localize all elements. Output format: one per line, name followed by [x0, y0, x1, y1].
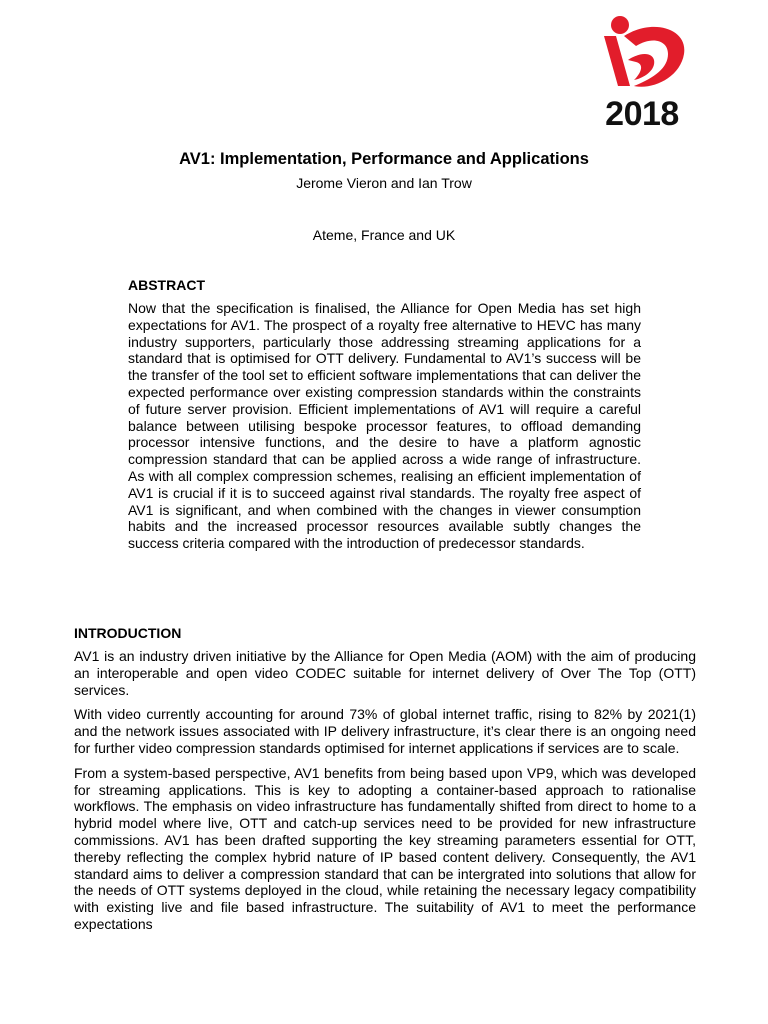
logo-year: 2018 [605, 95, 679, 133]
abstract-text: Now that the specification is finalised, the Alliance for Open Media has set high expectations for AV1. The prospect of a royalty free alternative to HEVC has many industry supporters, particularly those addressing streaming applications for a standard that is optimised for OTT delivery. Fundamental to AV1’s success will be the transfer of the tool set to efficient software implementations that can deliver the expected performance over existing compression standards within the constraints of future server provision. Efficient implementations of AV1 will require a careful balance between utilising bespoke processor features, to offload demanding processor intensive functions, and the desire to have a platform agnostic compression standard that can be applied across a wide range of infrastructure. As with all complex compression schemes, realising an efficient implementation of AV1 is crucial if it is to succeed against rival standards. The royalty free aspect of AV1 is significant, and when combined with the changes in viewer consumption habits and the increased processor resources available subtly changes the success criteria compared with the introduction of predecessor standards. [128, 300, 641, 552]
introduction-paragraph: With video currently accounting for around 73% of global internet traffic, rising to 82% by 2021(1) and the network issues associated with IP delivery infrastructure, it’s clear there is an ongoing need for further video compression standards optimised for internet applications if services are to scale. [74, 706, 696, 756]
introduction-heading: INTRODUCTION [74, 625, 182, 641]
introduction-section [74, 624, 696, 941]
introduction-paragraph: From a system-based perspective, AV1 benefits from being based upon VP9, which was developed for streaming applications. This is key to adopting a container-based approach to rationalise workflows. The emphasis on video infrastructure has fundamentally shifted from direct to home to a hybrid model where live, OTT and catch-up services need to be provided for new infrastructure commissions. AV1 has been drafted supporting the key streaming parameters essential for OTT, thereby reflecting the complex hybrid nature of IP based content delivery. Consequently, the AV1 standard aims to deliver a compression standard that can be intergrated into solutions that allow for the needs of OTT systems deployed in the cloud, while retaining the necessary legacy compatibility with existing live and file based infrastructure. The suitability of AV1 to meet the performance expectations [74, 764, 696, 932]
logo-dot [611, 16, 629, 34]
logo-swoosh-inner [628, 54, 654, 80]
ibc-2018-logo [594, 14, 690, 136]
abstract-heading: ABSTRACT [128, 277, 205, 293]
logo-stem [604, 36, 630, 86]
ibc-logo-icon [594, 14, 690, 96]
logo-swoosh-outer [624, 27, 684, 87]
introduction-paragraph: AV1 is an industry driven initiative by the Alliance for Open Media (AOM) with the aim of producing an interoperable and open video CODEC suitable for internet delivery of Over The Top (OTT) services. [74, 648, 696, 698]
paper-title: AV1: Implementation, Performance and Applications [179, 150, 589, 168]
paper-authors: Jerome Vieron and Ian Trow [296, 175, 472, 191]
paper-affiliation: Ateme, France and UK [312, 227, 456, 243]
abstract-section [128, 276, 641, 552]
